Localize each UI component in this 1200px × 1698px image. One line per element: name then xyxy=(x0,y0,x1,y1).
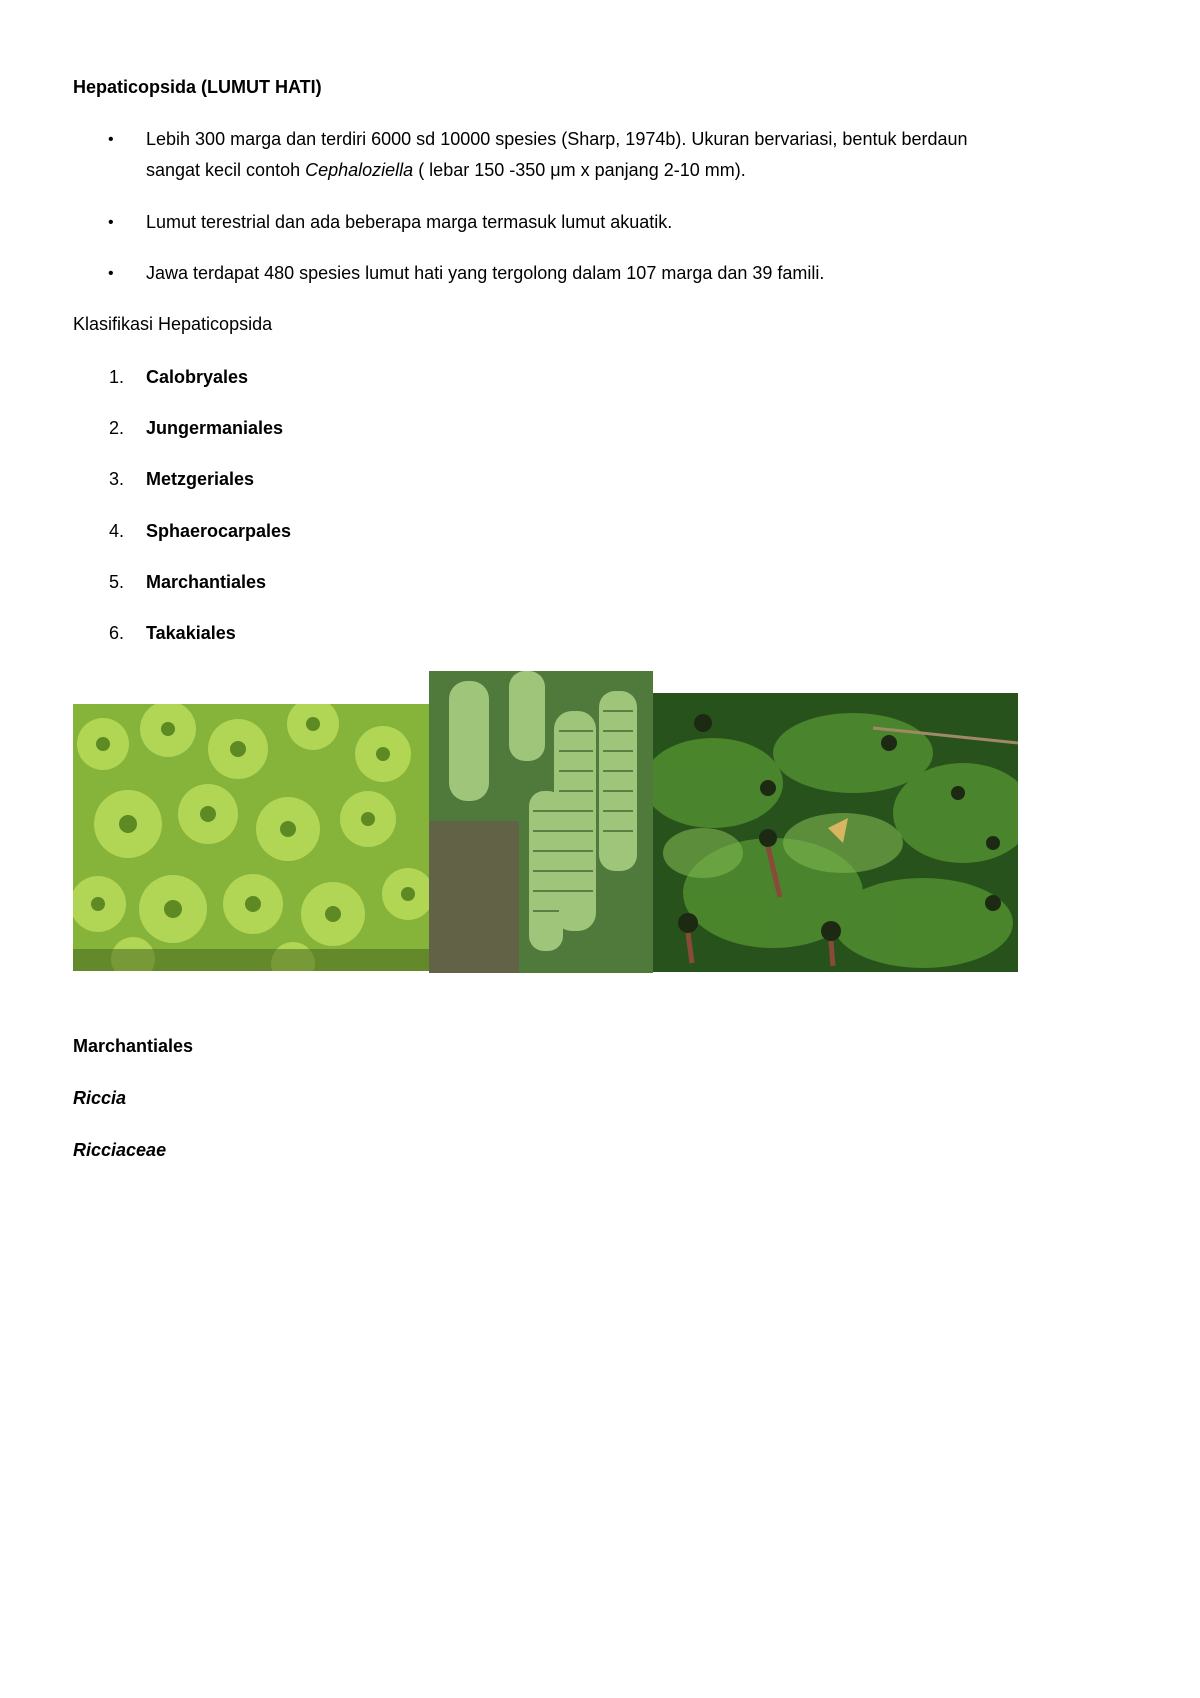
document-heading: Hepaticopsida (LUMUT HATI) xyxy=(73,77,322,97)
bullet-2-text: Lumut terestrial dan ada beberapa marga termasuk lumut akuatik. xyxy=(146,212,673,232)
rosette-photo-illustration xyxy=(73,704,429,971)
order-number: 5. xyxy=(109,572,125,592)
bullet-1-line-2 xyxy=(146,159,746,181)
order-number: 3. xyxy=(109,469,125,489)
order-name: Marchantiales xyxy=(146,572,267,592)
order-number: 4. xyxy=(109,521,125,541)
order-number: 2. xyxy=(109,418,125,438)
order-name: Calobryales xyxy=(146,367,249,387)
classification-title: Klasifikasi Hepaticopsida xyxy=(73,314,273,334)
bullet-marker: • xyxy=(108,131,114,148)
subsection-order: Marchantiales xyxy=(73,1036,194,1056)
bullet-1-line-1: Lebih 300 marga dan terdiri 6000 sd 10000 spesies (Sharp, 1974b). Ukuran bervariasi, bentuk berdaun xyxy=(146,129,968,149)
bullet-1-line-2-size: ( lebar 150 -350 μm x panjang 2-10 mm). xyxy=(413,160,746,180)
order-number: 6. xyxy=(109,623,125,643)
subsection-family: Ricciaceae xyxy=(73,1140,167,1160)
species-name-italic: Cephaloziella xyxy=(305,160,414,180)
order-name: Sphaerocarpales xyxy=(146,521,292,541)
order-name: Jungermaniales xyxy=(146,418,284,438)
order-name: Takakiales xyxy=(146,623,236,643)
order-name: Metzgeriales xyxy=(146,469,255,489)
bullet-3-text: Jawa terdapat 480 spesies lumut hati yang tergolong dalam 107 marga dan 39 famili. xyxy=(146,263,825,283)
liverwort-rosette-photo xyxy=(73,704,429,971)
bullet-marker: • xyxy=(108,265,114,282)
leafy-liverwort-photo xyxy=(429,671,653,973)
thalloid-liverwort-photo xyxy=(653,693,1018,972)
bullet-1-line-2-text: sangat kecil contoh xyxy=(146,160,306,180)
leafy-photo-illustration xyxy=(429,671,653,973)
bullet-marker: • xyxy=(108,214,114,231)
order-number: 1. xyxy=(109,367,125,387)
thalloid-photo-illustration xyxy=(653,693,1018,972)
subsection-genus: Riccia xyxy=(73,1088,127,1108)
